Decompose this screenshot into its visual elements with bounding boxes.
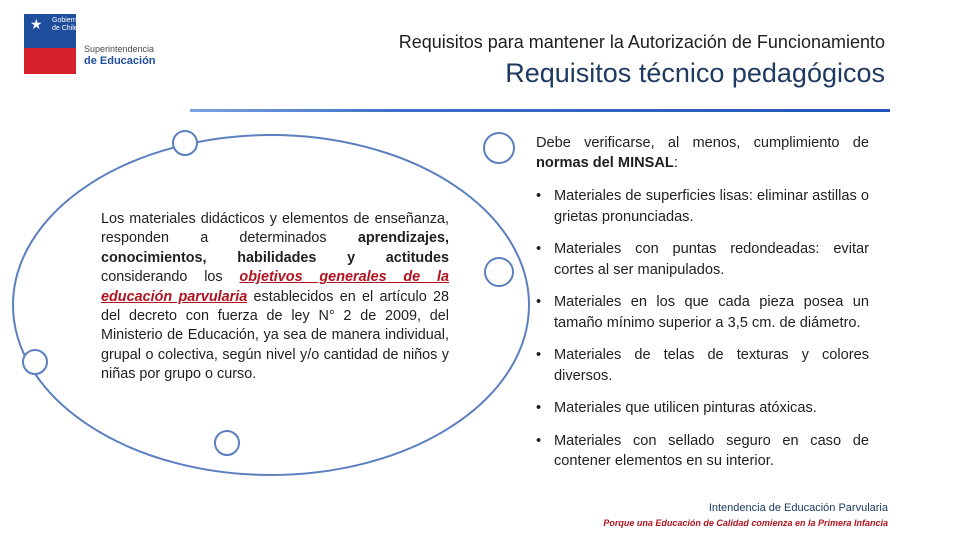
list-item-text: Materiales con sellado seguro en caso de contener elementos en su interior. — [554, 432, 869, 469]
list-item — [536, 431, 869, 472]
intro-text: : — [673, 155, 678, 171]
node-circle — [173, 131, 197, 155]
star-icon: ★ — [30, 16, 43, 32]
intro-paragraph — [536, 133, 869, 173]
footer-tagline: Porque una Educación de Calidad comienza en la Primera Infancia — [603, 518, 888, 528]
left-text-part: considerando los — [101, 269, 240, 286]
list-item-text: Materiales con puntas redondeadas: evitar cortes al ser manipulados. — [554, 241, 869, 278]
list-item — [536, 398, 869, 419]
node-circle — [485, 258, 513, 286]
list-item — [536, 292, 869, 333]
list-item — [536, 239, 869, 280]
intro-text: Debe verificarse, al menos, cumplimiento de — [536, 135, 869, 151]
list-item-text: Materiales en los que cada pieza posea un tamaño mínimo superior a 3,5 cm. de diámetro. — [554, 294, 869, 331]
bullet-icon: • — [536, 432, 542, 449]
bullet-icon: • — [536, 347, 542, 363]
slide-title: Requisitos técnico pedagógicos — [505, 58, 885, 88]
bullet-icon: • — [536, 400, 542, 416]
left-text-bold: aprendizajes, conocimientos, habilidades y actitudes — [101, 230, 449, 266]
left-paragraph — [101, 210, 449, 385]
list-item-text: Materiales de telas de texturas y colores diversos. — [554, 347, 869, 384]
footer-intendencia: Intendencia de Educación Parvularia — [708, 502, 888, 514]
list-item — [536, 186, 869, 227]
org-name: de Educación — [84, 55, 156, 67]
left-text-part: Los materiales didácticos y elementos de enseñanza, responden a determinados — [101, 211, 449, 247]
bullet-icon: • — [536, 294, 542, 310]
node-circle — [484, 133, 514, 163]
bullet-icon: • — [536, 188, 542, 204]
node-circle — [23, 350, 47, 374]
left-text-part: establecidos en el artículo 28 del decreto con fuerza de ley N° 2 de 2009, del Ministerio de Educación, ya sea de manera individual, grupal o colectiva, según nivel y/o cantidad de niños y niñas por grupo o curso. — [101, 288, 449, 383]
requirements-list — [536, 186, 869, 472]
intro-bold: normas del MINSAL — [536, 155, 674, 171]
left-text-emphasis: objetivos generales de la educación parvularia — [101, 269, 449, 305]
slide-subtitle: Requisitos para mantener la Autorización de Funcionamiento — [398, 32, 885, 52]
list-item-text: Materiales de superficies lisas: eliminar astillas o grietas pronunciadas. — [554, 188, 869, 225]
bullet-icon: • — [536, 241, 542, 257]
list-item-text: Materiales que utilicen pinturas atóxicas. — [554, 400, 817, 416]
node-circle — [215, 431, 239, 455]
gov-text: Gobierno de Chile — [52, 17, 81, 32]
list-item — [536, 345, 869, 386]
org-subtitle: Superintendencia — [84, 44, 155, 54]
